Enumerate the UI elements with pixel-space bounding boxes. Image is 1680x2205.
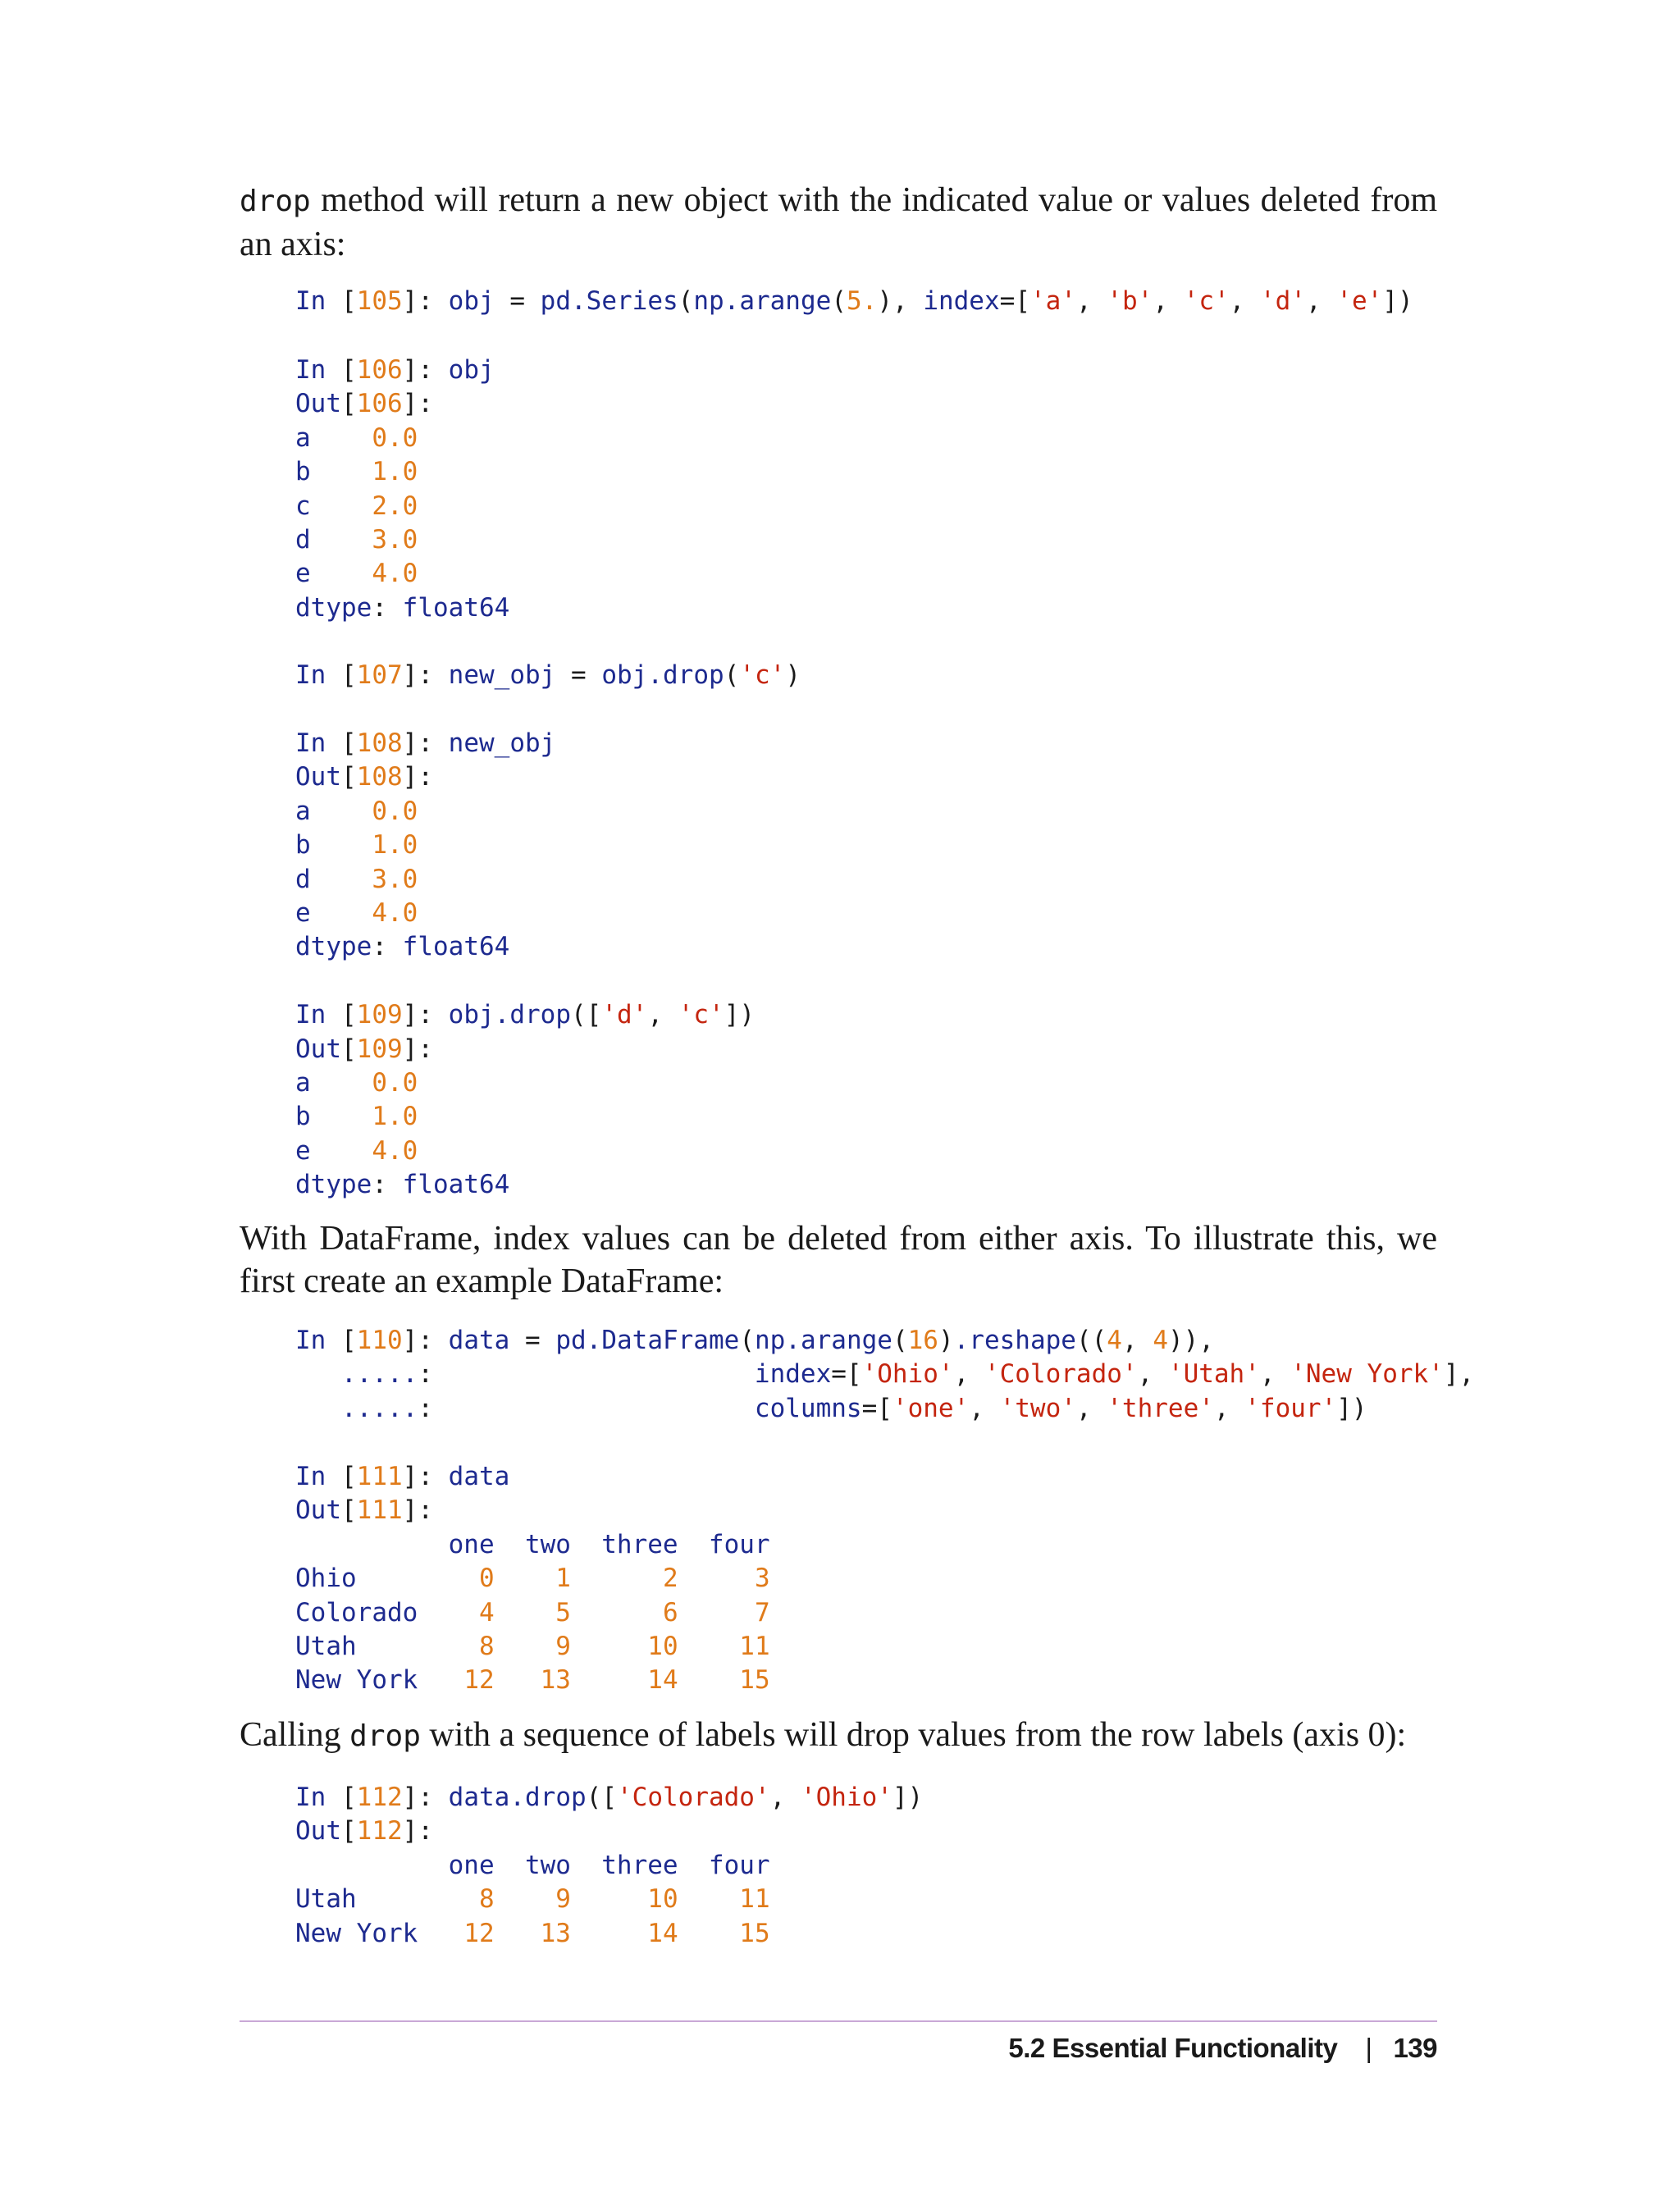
code-line: b 1.0 bbox=[295, 830, 418, 861]
code-block-drop-rows-output bbox=[295, 1781, 923, 1951]
code-line: d 3.0 bbox=[295, 864, 418, 894]
code-line: In [108]: new_obj bbox=[295, 728, 556, 758]
code-line: New York 12 13 14 15 bbox=[295, 1918, 770, 1948]
code-line: Out[106]: bbox=[295, 389, 434, 419]
code-line: a 0.0 bbox=[295, 422, 418, 453]
code-line: dtype: float64 bbox=[295, 932, 510, 962]
code-line: .....: index=['Ohio', 'Colorado', 'Utah', 'New York'], bbox=[295, 1359, 1475, 1390]
code-block-obj-output bbox=[295, 354, 509, 625]
inline-code-drop: drop bbox=[240, 185, 311, 218]
code-line: .....: columns=['one', 'two', 'three', 'four']) bbox=[295, 1393, 1367, 1423]
code-block-drop-c bbox=[295, 659, 801, 692]
code-block-series-create bbox=[295, 285, 1413, 318]
paragraph-text-post: with a sequence of labels will drop values from the row labels (axis 0): bbox=[420, 1716, 1407, 1754]
footer-divider bbox=[240, 2020, 1437, 2022]
code-line: Ohio 0 1 2 3 bbox=[295, 1564, 770, 1594]
code-line: e 4.0 bbox=[295, 898, 418, 929]
code-line: a 0.0 bbox=[295, 1068, 418, 1098]
code-block-dataframe-output bbox=[295, 1460, 770, 1698]
code-line: In [105]: obj = pd.Series(np.arange(5.), index=['a', 'b', 'c', 'd', 'e']) bbox=[295, 286, 1413, 316]
code-line: Out[111]: bbox=[295, 1495, 434, 1526]
code-line: b 1.0 bbox=[295, 457, 418, 487]
code-line: dtype: float64 bbox=[295, 592, 510, 623]
code-line: Utah 8 9 10 11 bbox=[295, 1632, 770, 1662]
code-line: e 4.0 bbox=[295, 559, 418, 589]
code-line: In [109]: obj.drop(['d', 'c']) bbox=[295, 1000, 756, 1030]
code-line: Colorado 4 5 6 7 bbox=[295, 1597, 770, 1628]
code-line: one two three four bbox=[295, 1529, 770, 1559]
code-line: e 4.0 bbox=[295, 1135, 418, 1166]
code-line: Out[112]: bbox=[295, 1816, 434, 1847]
paragraph-text: method will return a new object with the indicated value or values deleted from an axis: bbox=[240, 181, 1437, 263]
code-line: c 2.0 bbox=[295, 491, 418, 521]
code-line: In [106]: obj bbox=[295, 355, 495, 385]
footer-separator: | bbox=[1365, 2033, 1372, 2063]
paragraph-text-pre: Calling bbox=[240, 1716, 350, 1754]
footer-page-number: 139 bbox=[1393, 2033, 1437, 2063]
code-line: b 1.0 bbox=[295, 1102, 418, 1132]
code-line: In [110]: data = pd.DataFrame(np.arange(16).reshape((4, 4)), bbox=[295, 1326, 1214, 1355]
code-line: In [111]: data bbox=[295, 1462, 510, 1491]
code-line: a 0.0 bbox=[295, 796, 418, 826]
code-block-dataframe-create bbox=[295, 1324, 1474, 1426]
paragraph-dataframe-intro: With DataFrame, index values can be deleted from either axis. To illustrate this, we first create an example DataFrame: bbox=[240, 1220, 1437, 1300]
inline-code-drop: drop bbox=[349, 1719, 421, 1753]
page-footer bbox=[1008, 2033, 1437, 2064]
code-block-new-obj-output bbox=[295, 727, 755, 1203]
paragraph-drop-rows bbox=[240, 1714, 1437, 1758]
code-line: Out[109]: bbox=[295, 1034, 434, 1064]
code-line: Utah 8 9 10 11 bbox=[295, 1884, 770, 1915]
paragraph-drop-intro bbox=[240, 179, 1437, 266]
code-line: In [112]: data.drop(['Colorado', 'Ohio']) bbox=[295, 1783, 924, 1812]
code-line: one two three four bbox=[295, 1850, 770, 1880]
footer-section-title: 5.2 Essential Functionality bbox=[1008, 2033, 1338, 2063]
code-line: dtype: float64 bbox=[295, 1170, 510, 1200]
code-line: d 3.0 bbox=[295, 525, 418, 555]
code-line: New York 12 13 14 15 bbox=[295, 1665, 770, 1696]
code-line: Out[108]: bbox=[295, 762, 434, 792]
code-line: In [107]: new_obj = obj.drop('c') bbox=[295, 660, 801, 690]
